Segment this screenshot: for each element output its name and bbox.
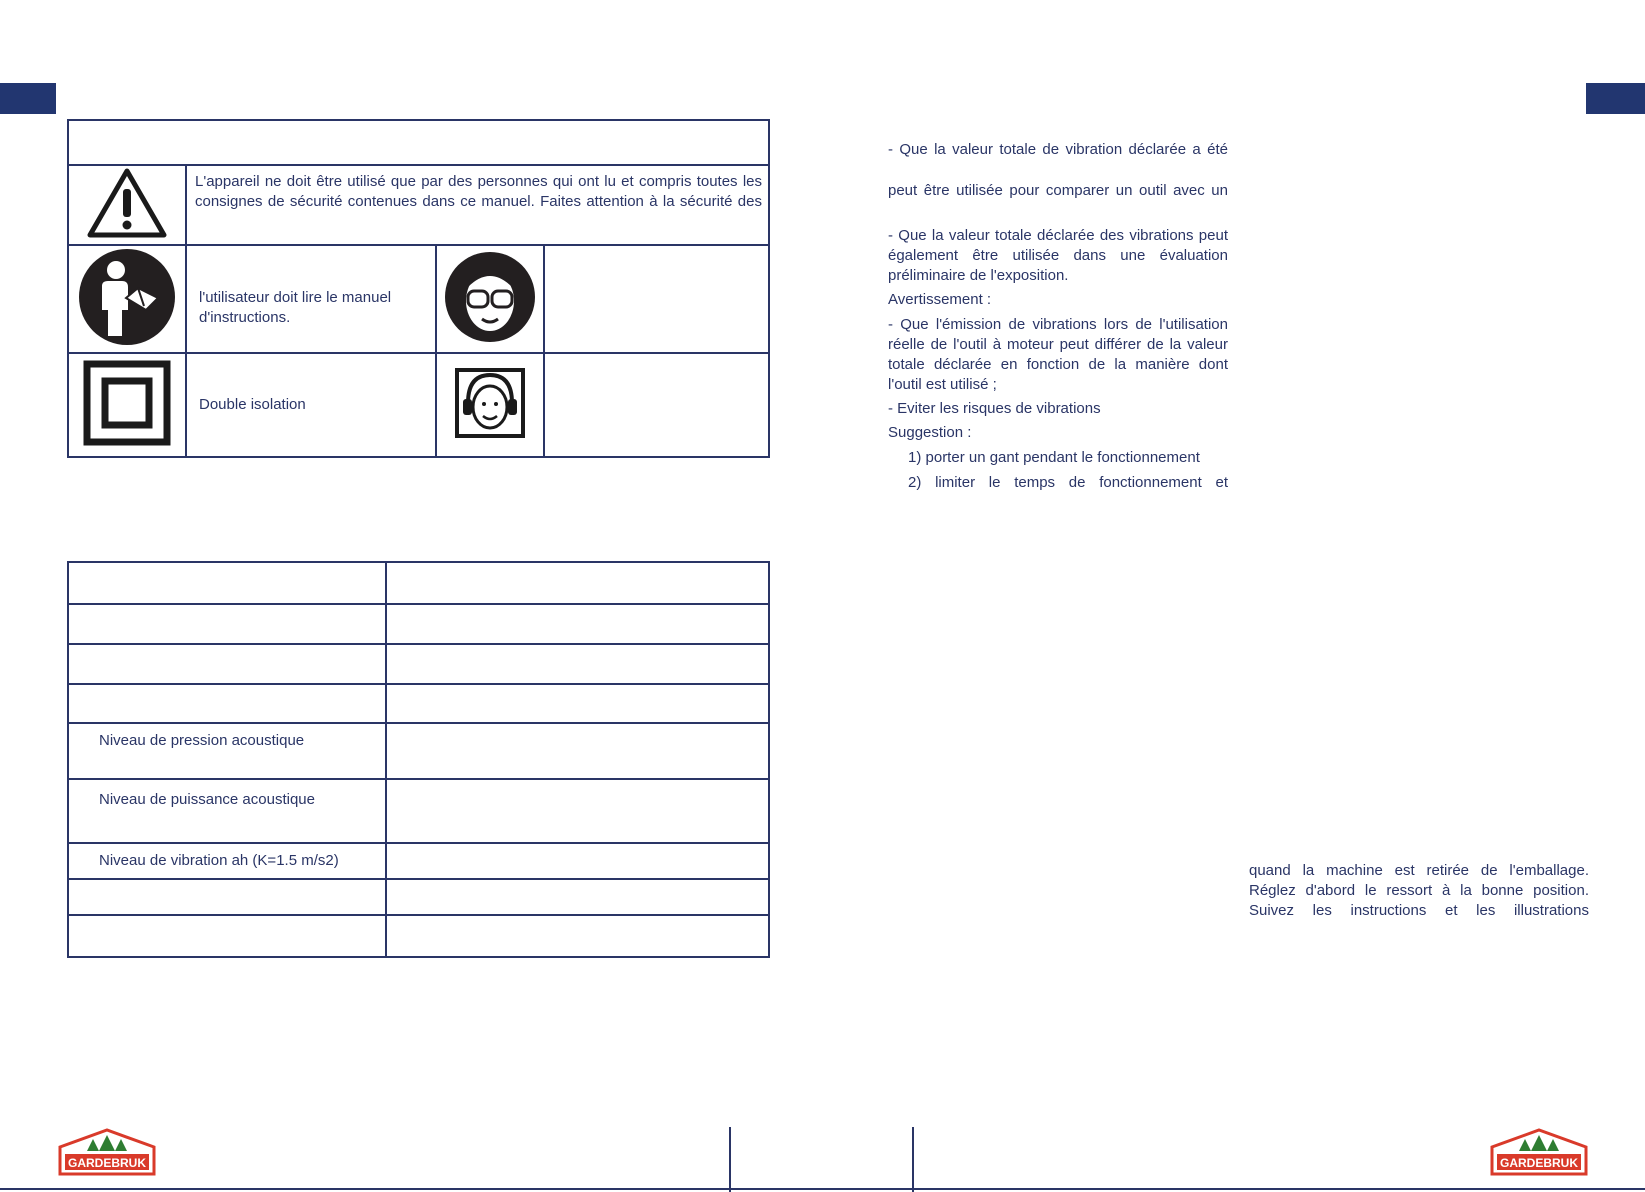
goggles-text-cell — [544, 245, 769, 353]
spec-label-cell — [68, 684, 386, 723]
page-tab-left — [0, 83, 56, 114]
double-insulation-label: Double isolation — [199, 396, 306, 413]
vibration-line-9: totale déclarée en fonction de la manière dont — [888, 356, 1228, 373]
gardebruk-logo-graphic — [57, 1127, 157, 1177]
safety-goggles-icon — [444, 251, 536, 343]
warning-text-line1: L'appareil ne doit être utilisé que par des personnes qui ont lu et compris toutes les — [195, 173, 762, 190]
manual-icon-cell — [68, 245, 186, 353]
spec-value-cell — [386, 562, 769, 604]
spec-label-cell — [68, 879, 386, 915]
logo-text: GARDEBRUK — [68, 1156, 146, 1170]
table-row — [68, 879, 769, 915]
avertissement-label: Avertissement : — [888, 291, 992, 308]
manual-text-cell — [186, 245, 436, 353]
spec-label-cell — [68, 843, 386, 879]
vibration-line-3: - Que la valeur totale déclarée des vibrations peut — [888, 227, 1228, 244]
read-manual-icon — [78, 248, 176, 346]
safety-symbols-table — [67, 119, 770, 458]
unpack-line-1: quand la machine est retirée de l'emballage. — [1249, 862, 1589, 879]
spec-label-cell — [68, 723, 386, 779]
manual-text-line1: l'utilisateur doit lire le manuel — [199, 289, 392, 306]
page-tab-right — [1586, 83, 1645, 114]
spec-label: Niveau de vibration ah (K=1.5 m/s2) — [99, 852, 339, 869]
spec-value-cell — [386, 684, 769, 723]
page-divider-left — [729, 1127, 731, 1192]
table-row — [68, 723, 769, 779]
spec-label-cell — [68, 604, 386, 644]
vibration-line-8: réelle de l'outil à moteur peut différer de la valeur — [888, 336, 1228, 353]
spec-table — [67, 561, 770, 958]
bottom-rule — [0, 1188, 1645, 1190]
gardebruk-logo-right — [1489, 1127, 1589, 1182]
unpack-line-3: Suivez les instructions et les illustrations — [1249, 902, 1589, 919]
ear-protection-icon — [454, 367, 526, 439]
table-row — [68, 779, 769, 843]
warning-text-cell — [186, 165, 769, 245]
vibration-line-2: peut être utilisée pour comparer un outil avec un — [888, 182, 1228, 199]
spec-label-cell — [68, 915, 386, 957]
logo-text: GARDEBRUK — [1500, 1156, 1578, 1170]
goggles-icon-cell — [436, 245, 544, 353]
spec-label-cell — [68, 779, 386, 843]
suggestion-label: Suggestion : — [888, 424, 972, 441]
manual-text-line2: d'instructions. — [199, 309, 291, 326]
suggestion-item-2: 2) limiter le temps de fonctionnement et — [908, 474, 1228, 491]
unpack-text-block — [1249, 861, 1589, 921]
vibration-line-7: - Que l'émission de vibrations lors de l'utilisation — [888, 316, 1228, 333]
spec-value-cell — [386, 779, 769, 843]
table-row — [68, 843, 769, 879]
spec-label: Niveau de pression acoustique — [99, 732, 305, 749]
table-row — [68, 684, 769, 723]
spec-value-cell — [386, 604, 769, 644]
double-insulation-icon-cell — [68, 353, 186, 457]
warning-text-line2: consignes de sécurité contenues dans ce manuel. Faites attention à la sécurité des — [195, 193, 762, 210]
vibration-line-10: l'outil est utilisé ; — [888, 376, 997, 393]
suggestion-item-1: 1) porter un gant pendant le fonctionnement — [908, 449, 1200, 466]
vibration-line-1: - Que la valeur totale de vibration déclarée a été — [888, 141, 1228, 158]
double-insulation-icon — [83, 360, 171, 446]
spec-value-cell — [386, 879, 769, 915]
table-row — [68, 604, 769, 644]
gardebruk-logo-graphic — [1489, 1127, 1589, 1177]
table-row — [68, 562, 769, 604]
ear-protection-icon-cell — [436, 353, 544, 457]
vibration-line-5: préliminaire de l'exposition. — [888, 267, 1069, 284]
table-row — [68, 644, 769, 684]
warning-cell — [68, 165, 186, 245]
double-insulation-text-cell — [186, 353, 436, 457]
ear-protection-text-cell — [544, 353, 769, 457]
page-divider-right — [912, 1127, 914, 1192]
spec-value-cell — [386, 915, 769, 957]
spec-label: Niveau de puissance acoustique — [99, 791, 315, 808]
spec-label-cell — [68, 644, 386, 684]
spec-value-cell — [386, 644, 769, 684]
spec-value-cell — [386, 843, 769, 879]
unpack-line-2: Réglez d'abord le ressort à la bonne position. — [1249, 882, 1589, 899]
table-row — [68, 915, 769, 957]
spec-label-cell — [68, 562, 386, 604]
safety-table-header — [68, 120, 769, 165]
vibration-line-4: également être utilisée dans une évaluation — [888, 247, 1228, 264]
warning-triangle-icon — [86, 167, 168, 239]
vibration-line-11: - Eviter les risques de vibrations — [888, 400, 1101, 417]
spec-value-cell — [386, 723, 769, 779]
gardebruk-logo-left — [57, 1127, 157, 1182]
